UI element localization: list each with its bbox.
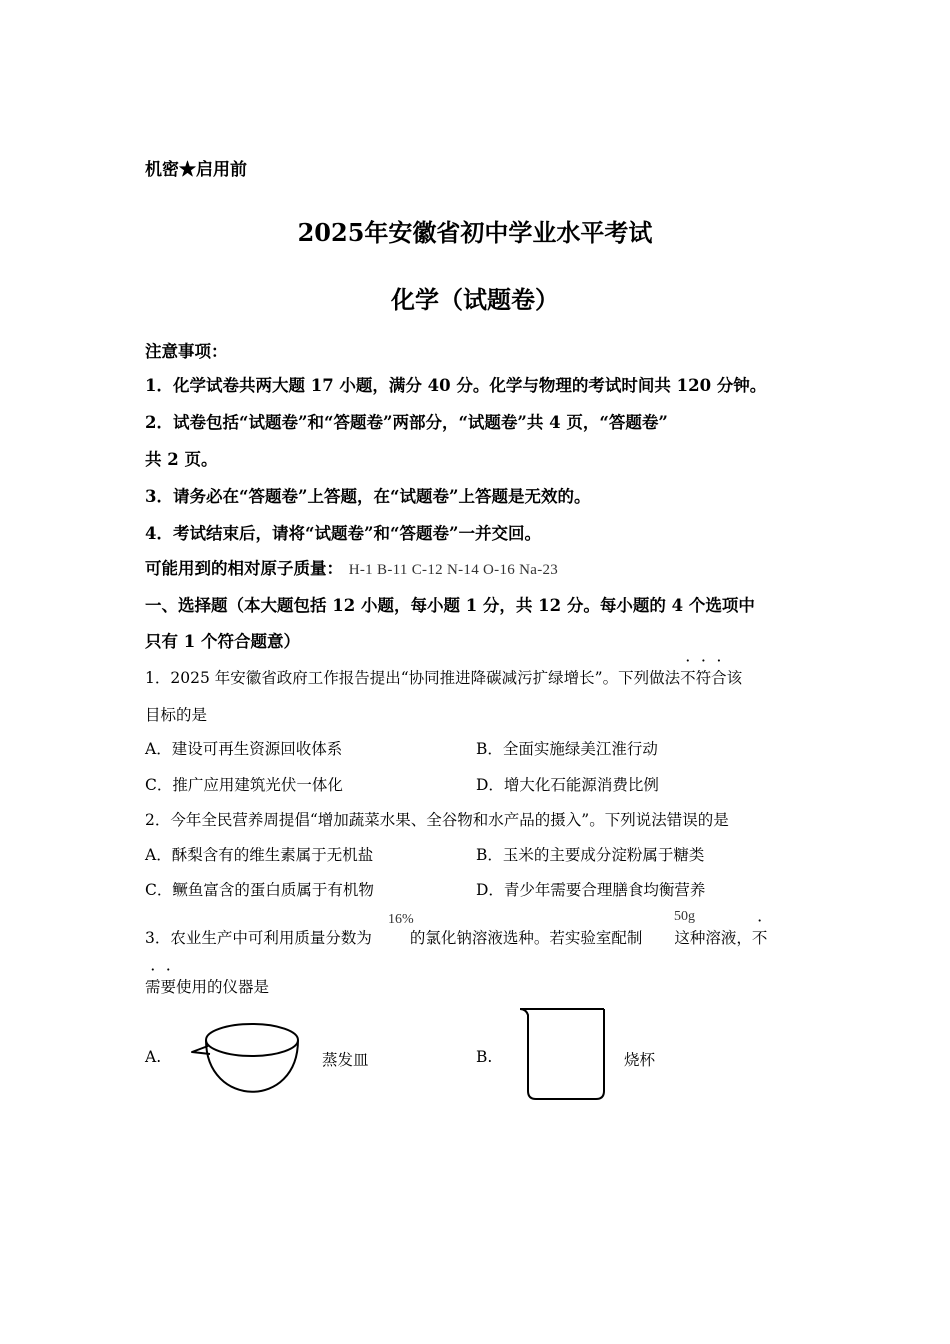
notes-heading: 注意事项： (145, 342, 228, 361)
q3-stem-a: 3．农业生产中可利用质量分数为 (145, 929, 372, 947)
q2-stem: 2．今年全民营养周提倡“增加蔬菜水果、全谷物和水产品的摄入”。下列说法错误的是 (145, 811, 729, 829)
q1-option-a: A．建设可再生资源回收体系 (145, 740, 343, 758)
q3-option-a-name: 蒸发皿 (322, 1051, 369, 1069)
q1-emphasis-2: 符 (695, 669, 712, 687)
q2-option-c: C．鳜鱼富含的蛋白质属于有机物 (145, 881, 374, 899)
q3-option-a-label: A. (145, 1048, 162, 1066)
q1-stem-line2: 目标的是 (145, 706, 208, 724)
atomic-mass-line (145, 555, 558, 579)
q3-emphasis-3: 要 (160, 978, 177, 996)
q1-stem (145, 666, 742, 688)
exam-title: 2025年安徽省初中学业水平考试 (297, 218, 653, 247)
q1-option-b: B．全面实施绿美江淮行动 (476, 740, 658, 758)
secret-label: 机密★启用前 (145, 160, 247, 180)
q3-stem-line2-text: 使用的仪器是 (176, 978, 270, 996)
q3-emphasis-1: 不 (751, 929, 768, 947)
q3-stem-line2 (145, 975, 269, 997)
atomic-mass-values: H-1 B-11 C-12 N-14 O-16 Na-23 (348, 562, 559, 578)
q1-option-d: D．增大化石能源消费比例 (476, 776, 659, 794)
beaker-icon (516, 1005, 608, 1101)
note-item-2a: 2．试卷包括“试题卷”和“答题卷”两部分，“试题卷”共 4 页，“答题卷” (145, 413, 668, 432)
q1-stem-end: 该 (726, 669, 743, 687)
q1-option-c: C．推广应用建筑光伏一体化 (145, 776, 343, 794)
q3-stem (145, 926, 767, 948)
q2-option-a: A．酥梨含有的维生素属于无机盐 (145, 846, 374, 864)
q3-percent-value: 16% (388, 912, 414, 927)
q3-emphasis-2: 需 (145, 978, 161, 996)
q3-stem-c: 这种溶液， (674, 929, 752, 947)
section1-heading-b: 只有 1 个符合题意） (145, 632, 300, 651)
evaporating-dish-icon (190, 1018, 302, 1102)
q3-option-b-label: B. (476, 1048, 493, 1066)
q2-option-d: D．青少年需要合理膳食均衡营养 (476, 881, 706, 899)
q3-option-b-name: 烧杯 (624, 1051, 656, 1069)
atomic-mass-label: 可能用到的相对原子质量： (145, 559, 343, 578)
q3-mass-value: 50g (674, 909, 695, 924)
q2-option-b: B．玉米的主要成分淀粉属于糖类 (476, 846, 705, 864)
q1-emphasis-1: 不 (680, 669, 696, 687)
note-item-2b: 共 2 页。 (145, 450, 218, 469)
paper-title: 化学（试题卷） (391, 285, 559, 314)
note-item-1: 1．化学试卷共两大题 17 小题，满分 40 分。化学与物理的考试时间共 120 分钟。 (145, 376, 767, 395)
q1-emphasis-3: 合 (711, 669, 727, 687)
q1-stem-text: 1．2025 年安徽省政府工作报告提出“协同推进降碳减污扩绿增长”。下列做法 (145, 669, 681, 687)
section1-heading-a: 一、选择题（本大题包括 12 小题，每小题 1 分，共 12 分。每小题的 4 个选项中 (145, 596, 755, 615)
note-item-4: 4．考试结束后，请将“试题卷”和“答题卷”一并交回。 (145, 524, 541, 543)
q3-stem-b: 的氯化钠溶液选种。若实验室配制 (409, 929, 643, 947)
note-item-3: 3．请务必在“答题卷”上答题，在“试题卷”上答题是无效的。 (145, 487, 591, 506)
